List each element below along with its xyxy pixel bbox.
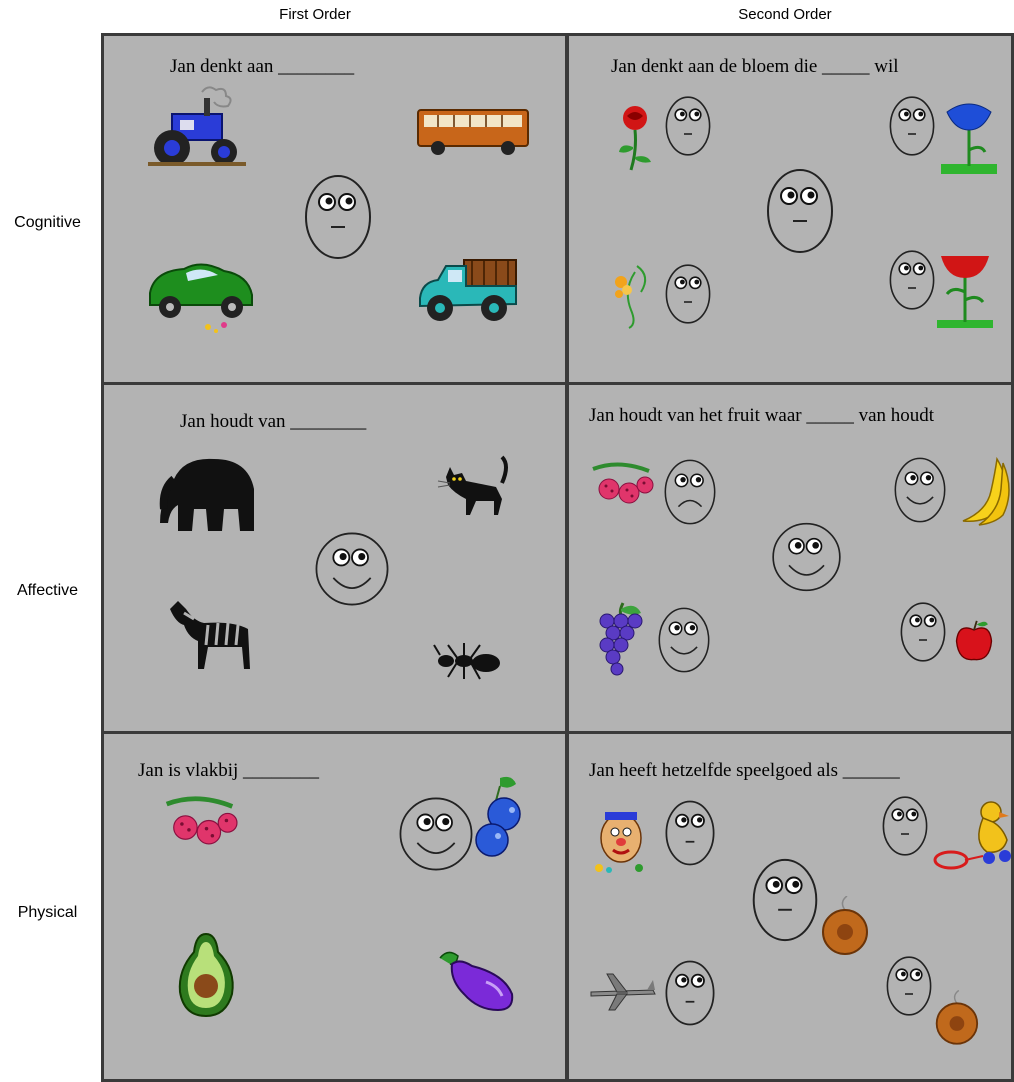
- ant-icon: [432, 641, 507, 681]
- face-icon: [663, 94, 713, 158]
- avocado-icon: [176, 930, 238, 1020]
- zebra-icon: [164, 595, 259, 675]
- bus-icon: [416, 106, 531, 158]
- face-icon: [396, 794, 476, 874]
- panel-affective-first-order: [101, 382, 568, 734]
- panel-cognitive-first-order: [101, 33, 568, 385]
- raspberry-icon: [589, 461, 659, 511]
- row-header-cognitive: Cognitive: [14, 214, 81, 231]
- panel-physical-first-order: [101, 731, 568, 1082]
- face-icon: [663, 798, 717, 868]
- grapes-icon: [595, 601, 645, 681]
- face-icon: [663, 958, 717, 1028]
- yoyo-icon: [933, 990, 979, 1046]
- duck-toy-icon: [933, 798, 1014, 878]
- banana-icon: [957, 455, 1014, 527]
- face-icon: [899, 599, 947, 665]
- truck-icon: [416, 248, 521, 333]
- face-icon: [765, 166, 835, 256]
- apple-icon: [951, 619, 997, 665]
- face-icon: [663, 457, 717, 527]
- car-icon: [144, 251, 259, 336]
- panel-physical-second-order: [566, 731, 1014, 1082]
- face-icon: [303, 172, 373, 262]
- panel-prompt: Jan houdt van ________: [180, 411, 367, 432]
- face-icon: [663, 262, 713, 326]
- elephant-icon: [154, 449, 264, 539]
- yoyo-icon: [819, 896, 869, 956]
- potato-head-icon: [589, 804, 651, 874]
- airplane-icon: [587, 970, 657, 1014]
- rose-icon: [611, 102, 661, 172]
- column-header-first-order: First Order: [279, 6, 351, 23]
- face-icon: [312, 529, 392, 609]
- column-header-second-order: Second Order: [738, 6, 832, 23]
- face-icon: [881, 794, 929, 858]
- face-icon: [657, 605, 711, 675]
- face-icon: [885, 954, 933, 1018]
- raspberry-icon: [162, 794, 244, 854]
- flower-icon: [939, 100, 999, 180]
- row-header-physical: Physical: [17, 904, 78, 921]
- face-icon: [749, 856, 821, 944]
- face-icon: [769, 517, 844, 597]
- panel-prompt: Jan denkt aan de bloem die _____ wil: [611, 56, 899, 77]
- panel-prompt: Jan is vlakbij ________: [138, 760, 320, 781]
- flower-icon: [607, 260, 657, 330]
- tractor-icon: [142, 86, 252, 171]
- face-icon: [887, 248, 937, 312]
- panel-prompt: Jan houdt van het fruit waar _____ van houdt: [589, 405, 935, 426]
- face-icon: [887, 94, 937, 158]
- panel-prompt: Jan denkt aan ________: [170, 56, 355, 77]
- row-header-affective: Affective: [16, 582, 79, 599]
- flower-icon: [935, 252, 995, 332]
- panel-cognitive-second-order: [566, 33, 1014, 385]
- eggplant-icon: [434, 944, 518, 1014]
- panel-prompt: Jan heeft hetzelfde speelgoed als ______: [589, 760, 900, 781]
- panel-affective-second-order: [566, 382, 1014, 734]
- cat-icon: [436, 453, 516, 523]
- blueberry-icon: [470, 774, 532, 864]
- face-icon: [893, 455, 947, 525]
